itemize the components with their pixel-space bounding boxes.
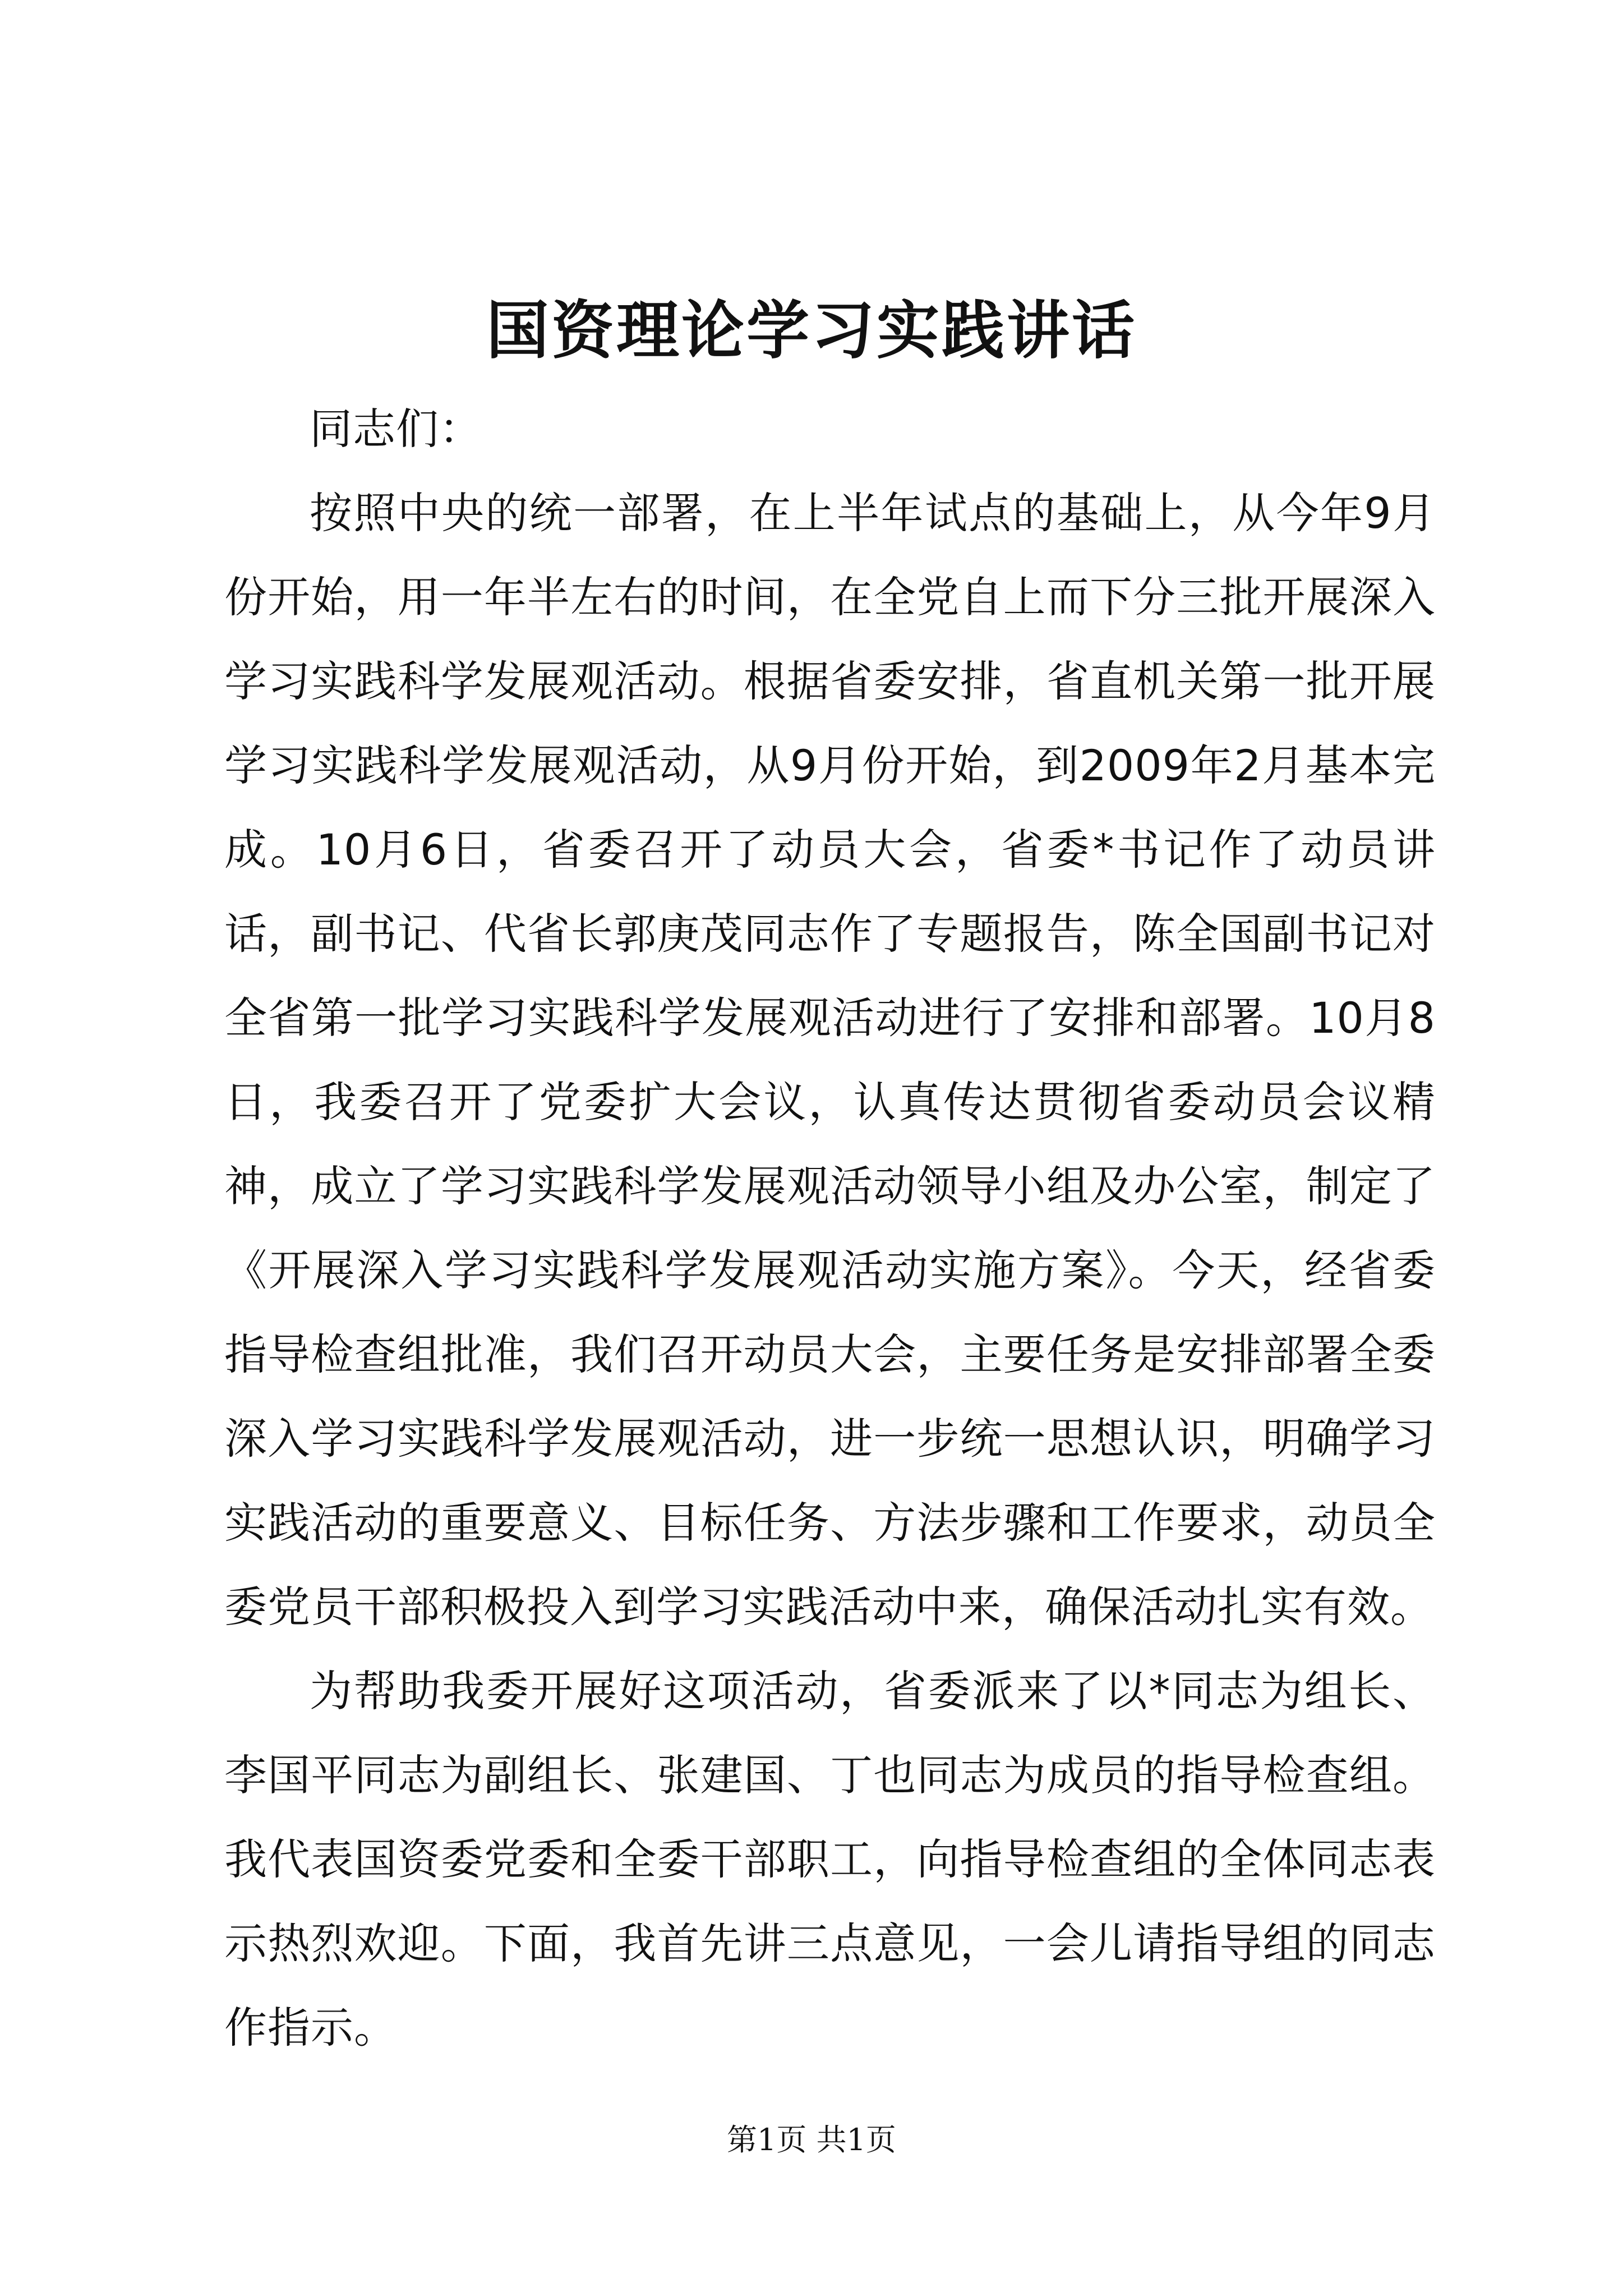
paragraph-1: 按照中央的统一部署，在上半年试点的基础上，从今年9月份开始，用一年半左右的时间，在全党自上而下分三批开展深入学习实践科学发展观活动。根据省委安排，省直机关第一批开展学习实践科学发展观活动，从9月份开始，到2009年2月基本完成。10月6日，省委召开了动员大会，省委*书记作了动员讲话，副书记、代省长郭庚茂同志作了专题报告，陈全国副书记对全省第一批学习实践科学发展观活动进行了安排和部署。10月8日，我委召开了党委扩大会议，认真传达贯彻省委动员会议精神，成立了学习实践科学发展观活动领导小组及办公室，制定了《开展深入学习实践科学发展观活动实施方案》。今天，经省委指导检查组批准，我们召开动员大会，主要任务是安排部署全委深入学习实践科学发展观活动，进一步统一思想认识，明确学习实践活动的重要意义、目标任务、方法步骤和工作要求，动员全委党员干部积极投入到学习实践活动中来，确保活动扎实有效。: [224, 488, 1436, 1632]
document-title: 国资理论学习实践讲话: [486, 294, 1137, 367]
document-body: [224, 387, 1436, 2070]
salutation: 同志们：: [310, 404, 482, 454]
page-number-footer: 第1页 共1页: [727, 2122, 896, 2157]
paragraph-2: 为帮助我委开展好这项活动，省委派来了以*同志为组长、李国平同志为副组长、张建国、丁也同志为成员的指导检查组。我代表国资委党委和全委干部职工，向指导检查组的全体同志表示热烈欢迎。下面，我首先讲三点意见，一会儿请指导组的同志作指示。: [224, 1666, 1436, 2053]
